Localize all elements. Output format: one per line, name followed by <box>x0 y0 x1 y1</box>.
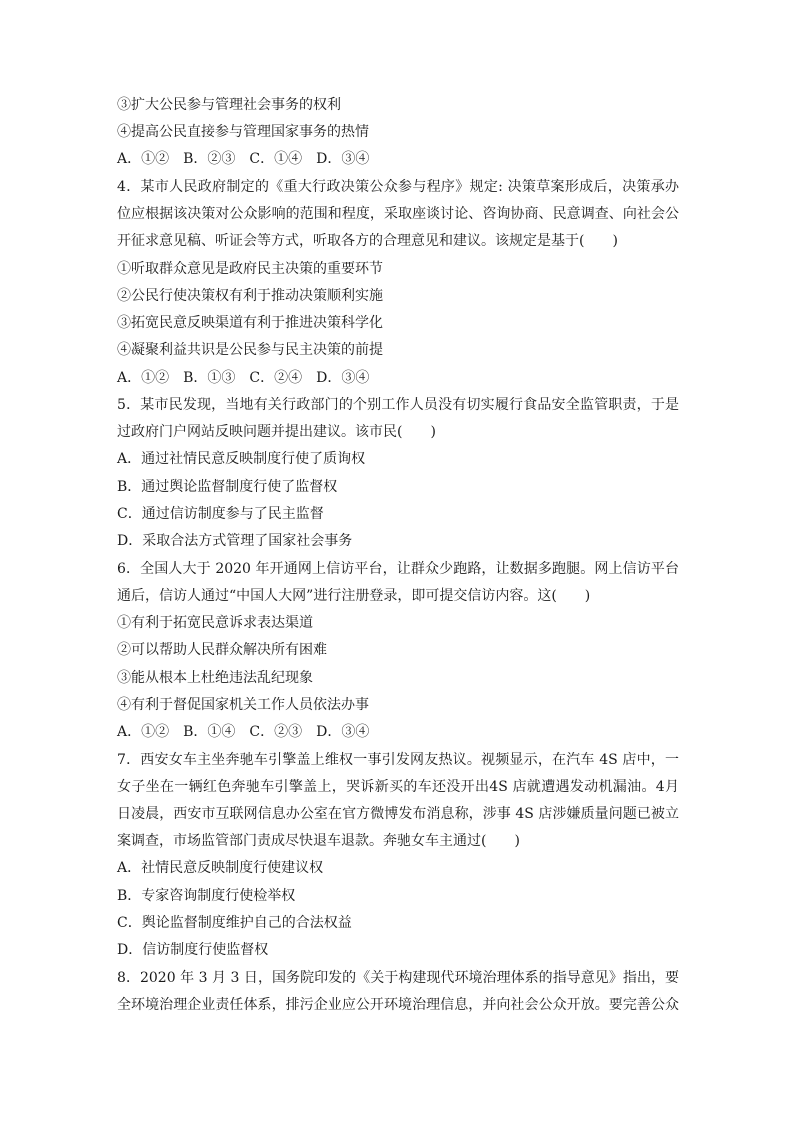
question-7-text: 日凌晨，西安市互联网信息办公室在官方微博发布消息称，涉事 4S 店涉嫌质量问题已被立 <box>117 806 679 822</box>
answer-choice: B．专家咨询制度行使检举权 <box>117 888 296 904</box>
answer-choice: C．舆论监督制度维护自己的合法权益 <box>117 915 352 931</box>
option-line: ②公民行使决策权有利于推动决策顺利实施 <box>117 288 383 304</box>
answer-choice: D．采取合法方式管理了国家社会事务 <box>117 533 353 549</box>
question-4-text: 位应根据该决策对公众影响的范围和程度，采取座谈讨论、咨询协商、民意调查、向社会公 <box>117 206 679 222</box>
option-line: ④有利于督促国家机关工作人员依法办事 <box>117 697 369 713</box>
option-line: ③拓宽民意反映渠道有利于推进决策科学化 <box>117 315 383 331</box>
option-line: ③能从根本上杜绝违法乱纪现象 <box>117 670 313 686</box>
question-4-text: 开征求意见稿、听证会等方式，听取各方的合理意见和建议。该规定是基于( ) <box>117 233 618 249</box>
question-8-text: 全环境治理企业责任体系，排污企业应公开环境治理信息，并向社会公众开放。要完善公众 <box>117 997 679 1013</box>
question-4-text: 4．某市人民政府制定的《重大行政决策公众参与程序》规定: 决策草案形成后，决策承办 <box>117 179 679 195</box>
option-line: ②可以帮助人民群众解决所有困难 <box>117 642 327 658</box>
question-5-text: 过政府门户网站反映问题并提出建议。该市民( ) <box>117 424 436 440</box>
question-7-text: 案调查，市场监管部门责成尽快退车退款。奔驰女车主通过( ) <box>117 833 520 849</box>
option-line: ④提高公民直接参与管理国家事务的热情 <box>117 124 369 140</box>
question-7-text: 7．西安女车主坐奔驰车引擎盖上维权一事引发网友热议。视频显示，在汽车 4S 店中，一 <box>117 752 679 768</box>
option-line: ①有利于拓宽民意诉求表达渠道 <box>117 615 313 631</box>
option-line: ①听取群众意见是政府民主决策的重要环节 <box>117 261 383 277</box>
question-7-text: 女子坐在一辆红色奔驰车引擎盖上，哭诉新买的车还没开出4S 店就遭遇发动机漏油。4月 <box>117 779 679 795</box>
answer-choices: A．①② B．①③ C．②④ D．③④ <box>117 370 370 386</box>
question-6-text: 6．全国人大于 2020 年开通网上信访平台，让群众少跑路，让数据多跑腿。网上信访平台 <box>117 561 679 577</box>
answer-choice: A．通过社情民意反映制度行使了质询权 <box>117 451 366 467</box>
answer-choice: D．信访制度行使监督权 <box>117 942 269 958</box>
answer-choice: B．通过舆论监督制度行使了监督权 <box>117 479 338 495</box>
question-5-text: 5．某市民发现，当地有关行政部门的个别工作人员没有切实履行食品安全监管职责，于是 <box>117 397 679 413</box>
option-line: ③扩大公民参与管理社会事务的权利 <box>117 97 341 113</box>
option-line: ④凝聚利益共识是公民参与民主决策的前提 <box>117 342 383 358</box>
answer-choices: A．①② B．②③ C．①④ D．③④ <box>117 151 370 167</box>
answer-choice: C．通过信访制度参与了民主监督 <box>117 506 324 522</box>
answer-choice: A．社情民意反映制度行使建议权 <box>117 860 324 876</box>
question-6-text: 通后，信访人通过“中国人大网”进行注册登录，即可提交信访内容。这( ) <box>117 588 591 604</box>
question-8-text: 8．2020 年 3 月 3 日，国务院印发的《关于构建现代环境治理体系的指导意见》指出，要 <box>117 970 679 986</box>
answer-choices: A．①② B．①④ C．②③ D．③④ <box>117 724 370 740</box>
